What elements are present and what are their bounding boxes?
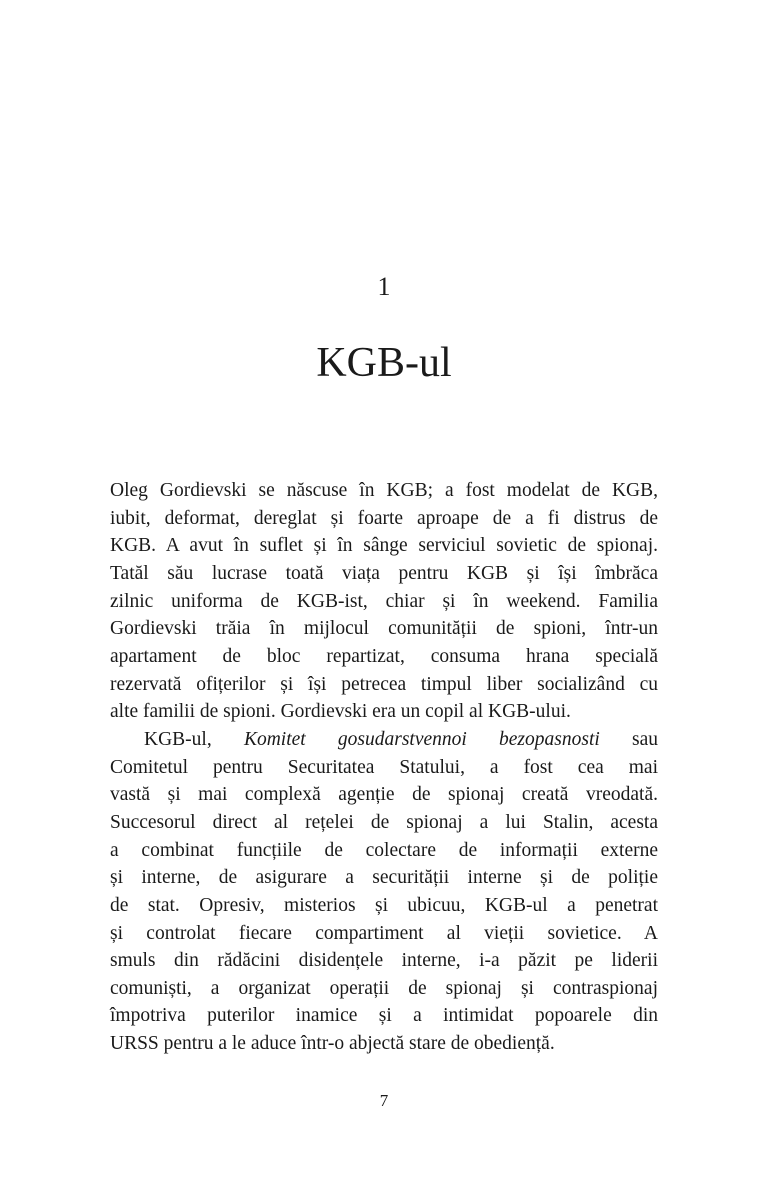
text-line (110, 837, 658, 865)
text-line (110, 698, 658, 726)
text-line (110, 892, 658, 920)
italic-text-segment: Komitet gosudarstvennoi bezopasnosti (243, 728, 600, 750)
text-line (110, 947, 658, 975)
text-segment: de stat. Opresiv, misterios și ubicuu, KGB-ul a penetrat (110, 894, 658, 916)
text-line (110, 643, 658, 671)
text-segment: iubit, deformat, dereglat și foarte aproape de a fi distrus de (110, 507, 658, 529)
text-line (110, 588, 658, 616)
body-text (110, 477, 658, 1058)
text-segment: apartament de bloc repartizat, consuma hrana specială (110, 645, 658, 667)
text-line (110, 532, 658, 560)
text-segment: rezervată ofițerilor și își petrecea timpul liber socializând cu (110, 673, 658, 695)
text-line (110, 809, 658, 837)
text-line (110, 560, 658, 588)
text-segment: împotriva puterilor inamice și a intimidat popoarele din (110, 1005, 658, 1027)
text-segment: și controlat fiecare compartiment al vieții sovietice. A (110, 922, 658, 944)
text-line (110, 864, 658, 892)
text-segment: smuls din rădăcini disidențele interne, i-a păzit pe liderii (110, 950, 658, 972)
text-segment: Oleg Gordievski se născuse în KGB; a fost modelat de KGB, (110, 480, 658, 501)
text-segment: vastă și mai complexă agenție de spionaj creată vreodată. (110, 784, 658, 806)
text-line (110, 615, 658, 643)
text-line (110, 505, 658, 533)
text-line (110, 975, 658, 1003)
text-line (110, 754, 658, 782)
text-segment: și interne, de asigurare a securității interne și de poliție (110, 867, 658, 889)
text-segment: sau (599, 728, 659, 750)
text-line (110, 1030, 658, 1058)
text-segment: zilnic uniforma de KGB-ist, chiar și în weekend. Familia (110, 590, 658, 612)
text-segment: KGB. A avut în suflet și în sânge serviciul sovietic de spionaj. (110, 535, 658, 557)
text-line (110, 1002, 658, 1030)
page-number: 7 (379, 1091, 389, 1110)
text-segment: comuniști, a organizat operații de spionaj și contraspionaj (110, 977, 658, 999)
text-segment: alte familii de spioni. Gordievski era un copil al KGB-ului. (110, 701, 571, 723)
text-segment: Tatăl său lucrase toată viața pentru KGB și își îmbrăca (110, 562, 658, 584)
chapter-number: 1 (377, 272, 391, 301)
text-segment: Comitetul pentru Securitatea Statului, a fost cea mai (110, 756, 658, 778)
text-segment: Gordievski trăia în mijlocul comunității de spioni, într-un (110, 618, 658, 640)
text-line (110, 781, 658, 809)
text-segment: KGB-ul, (144, 728, 244, 750)
text-line (110, 726, 658, 754)
text-line (110, 477, 658, 505)
text-segment: Succesorul direct al rețelei de spionaj a lui Stalin, acesta (110, 811, 658, 833)
text-line (110, 920, 658, 948)
chapter-title: KGB-ul (316, 340, 452, 386)
text-segment: a combinat funcțiile de colectare de informații externe (110, 839, 658, 861)
text-segment: URSS pentru a le aduce într-o abjectă stare de obediență. (110, 1033, 555, 1055)
text-line (110, 671, 658, 699)
